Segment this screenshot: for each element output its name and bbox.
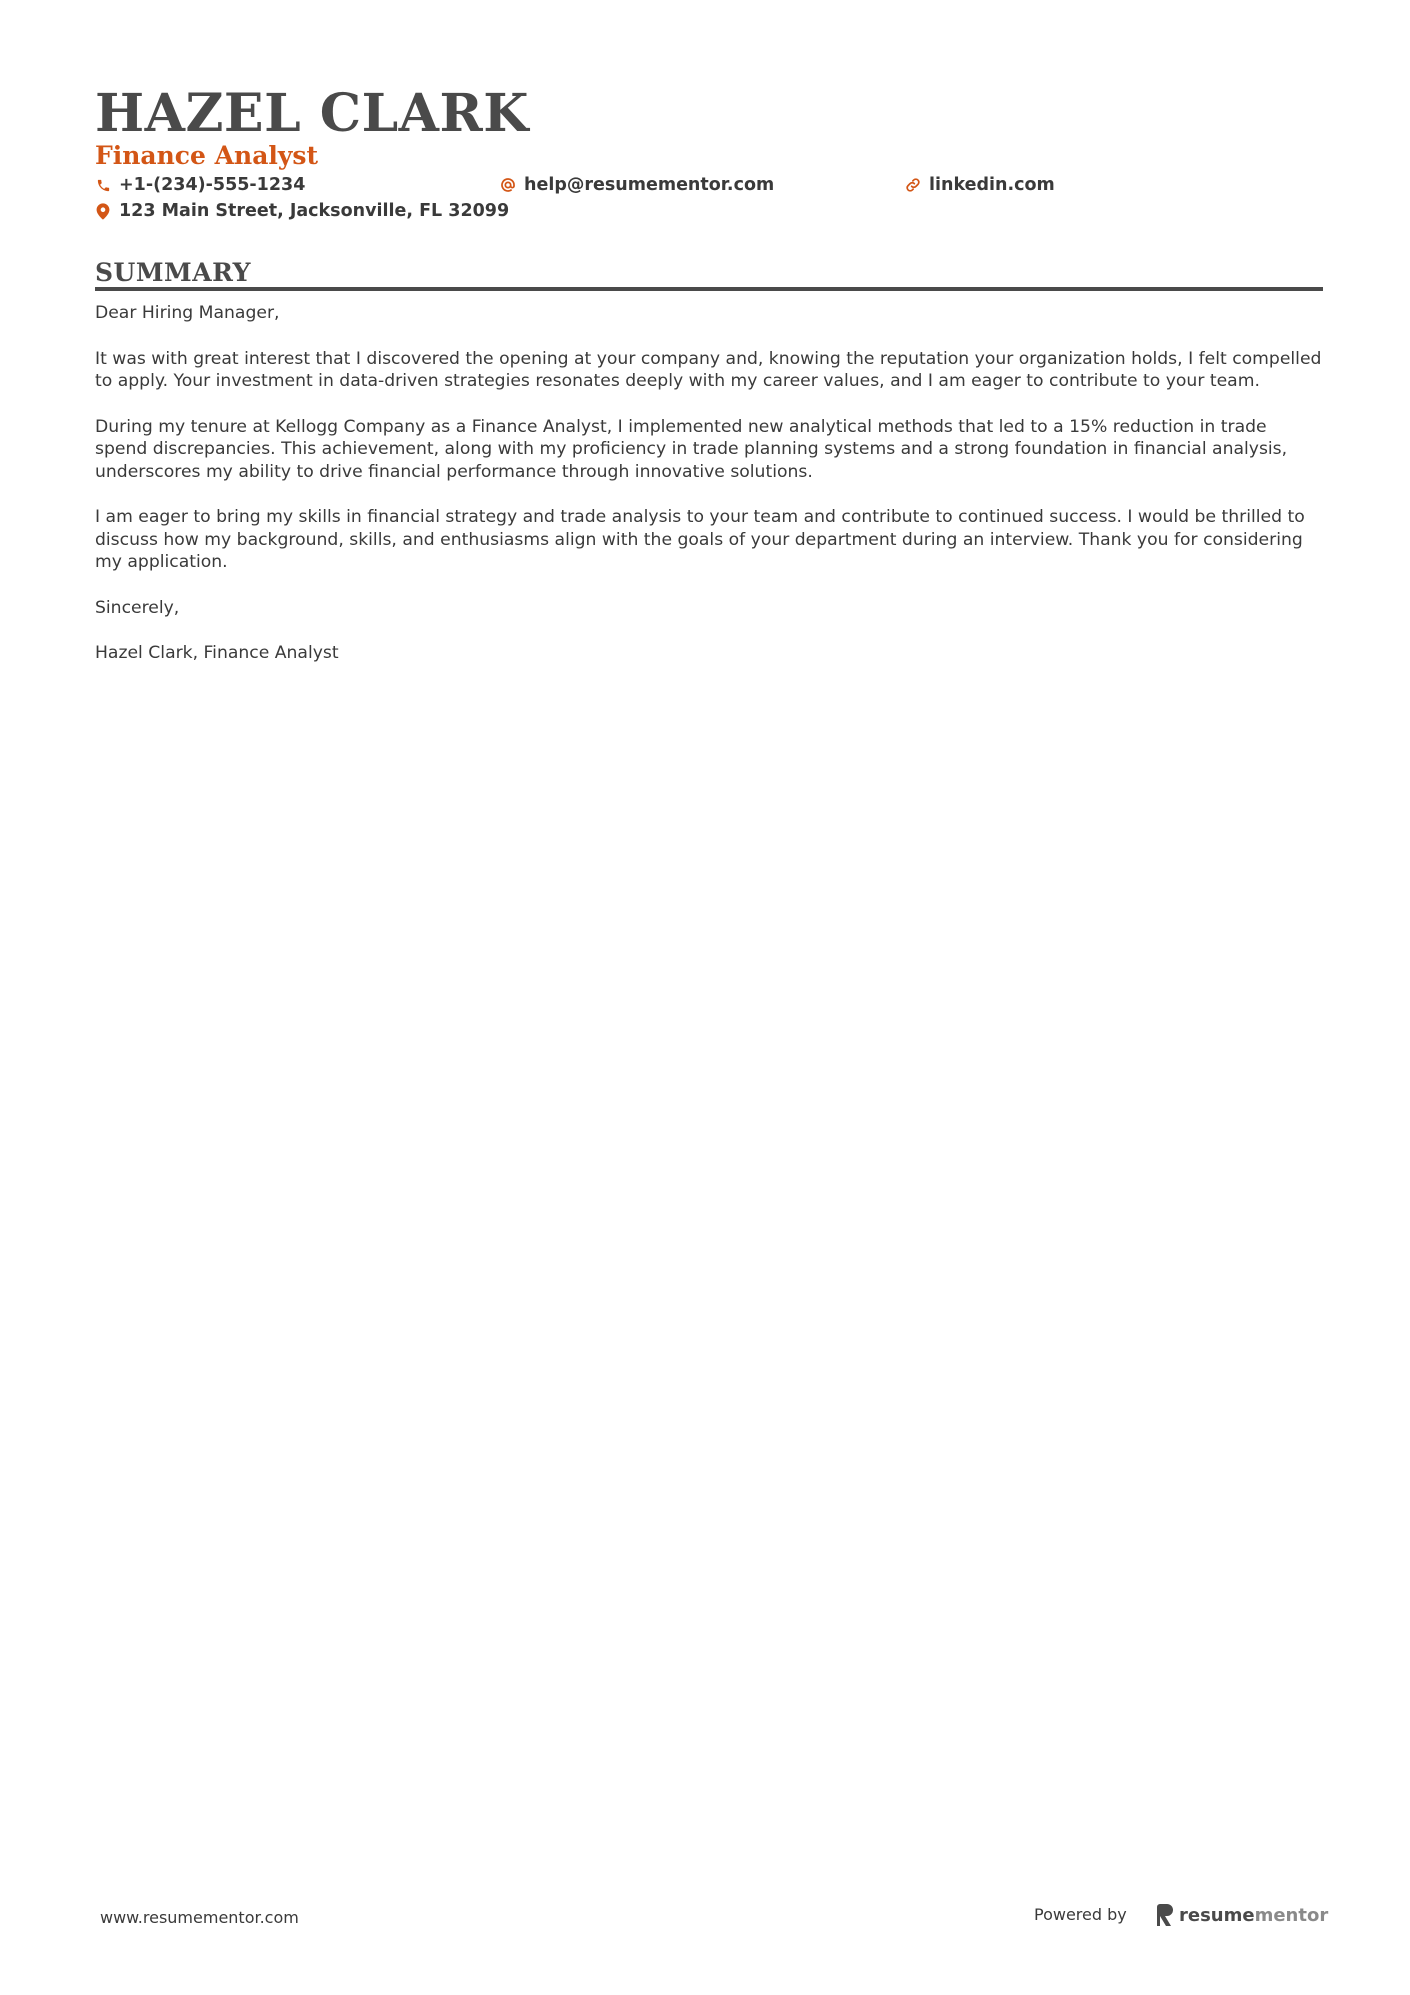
brand-logo[interactable] <box>1157 1900 1328 1930</box>
letter-paragraph: It was with great interest that I discovered the opening at your company and, knowing the reputation your organization holds, I felt compelled to apply. Your investment in data-driven strategies resonates deeply with my career values, and I am eager to contribute to your team. <box>95 348 1322 391</box>
letter-body <box>95 302 1323 688</box>
email-text: help@resumementor.com <box>524 175 775 195</box>
address-text: 123 Main Street, Jacksonville, FL 32099 <box>119 201 510 221</box>
map-pin-icon <box>95 202 111 220</box>
at-icon <box>500 176 516 194</box>
letter-paragraph: I am eager to bring my skills in financial strategy and trade analysis to your team and contribute to continued success. I would be thrilled to discuss how my background, skills, and enthusiasms align with the goals of your department during an interview. Thank you for considering my application. <box>95 507 1305 572</box>
brand-text-mentor: mentor <box>1254 1904 1329 1926</box>
link-text: linkedin.com <box>929 175 1055 195</box>
section-divider <box>95 287 1323 291</box>
letter-signature: Hazel Clark, Finance Analyst <box>95 643 339 663</box>
letter-greeting: Dear Hiring Manager, <box>95 303 280 323</box>
candidate-role: Finance Analyst <box>95 141 319 170</box>
letter-closing: Sincerely, <box>95 597 180 618</box>
letter-paragraph: During my tenure at Kellogg Company as a Finance Analyst, I implemented new analytical methods that led to a 15% reduction in trade spend discrepancies. This achievement, along with my proficiency in trade planning systems and a strong foundation in financial analysis, underscores my ability to drive financial performance through innovative solutions. <box>95 416 1288 482</box>
contact-address <box>95 199 509 223</box>
link-icon <box>905 176 921 194</box>
section-title: SUMMARY <box>95 258 251 287</box>
contact-link[interactable] <box>905 173 1055 197</box>
contact-phone <box>95 173 305 197</box>
brand-mark-icon <box>1157 1904 1173 1926</box>
phone-icon <box>95 176 111 194</box>
footer-url[interactable]: www.resumementor.com <box>100 1908 299 1927</box>
brand-text-resume: resume <box>1179 1904 1255 1926</box>
contact-email[interactable] <box>500 173 774 197</box>
phone-text: +1-(234)-555-1234 <box>119 175 306 195</box>
powered-by-label: Powered by <box>1034 1905 1127 1924</box>
candidate-name: HAZEL CLARK <box>95 83 529 144</box>
